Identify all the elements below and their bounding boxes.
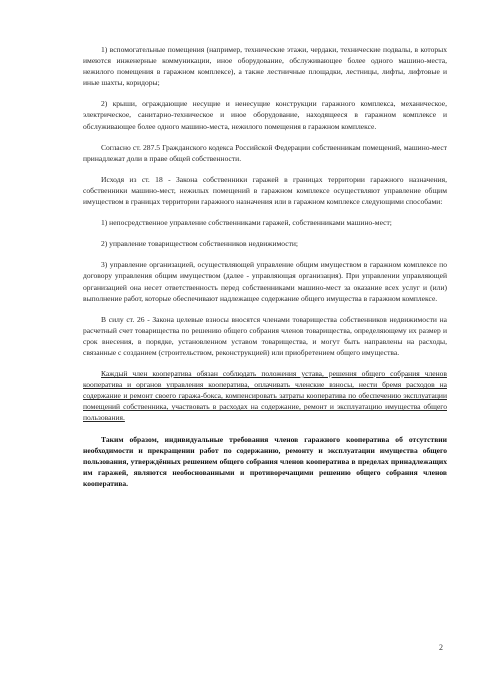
- paragraph-civil-code-287-5: Согласно ст. 287.5 Гражданского кодекса Российской Федерации собственникам помещений, машино-мест принадлежат доли в праве общей собственности.: [83, 142, 447, 163]
- paragraph-roofs-structures: 2) крыши, ограждающие несущие и ненесущие конструкции гаражного комплекса, механическое, электрическое, санитарно-техническое и иное оборудование, находящееся в гаражном комплексе и обслуживающее более одного машино-места, нежилого помещения в гаражном комплексе.: [83, 99, 447, 131]
- paragraph-member-obligations: Каждый член кооператива обязан соблюдать положения устава, решения общего собрания членов кооператива и органов управления кооператива, оплачивать членские взносы, нести бремя расходов на содержание и ремонт своего гаража-бокса, компенсировать затраты кооператива по обеспечению эксплуатации помещений собственника, участвовать в расходах на содержание, ремонт и эксплуатацию имущества общего пользования.: [83, 369, 447, 423]
- paragraph-article-26: В силу ст. 26 - Закона целевые взносы вносятся членами товарищества собственников недвижимости на расчетный счет товарищества по решению общего собрания членов товарищества, определяющему их размер и срок внесения, в порядке, установленном уставом товарищества, и могут быть направлены на расходы, связанные с созданием (строительством, реконструкцией) или приобретением общего имущества.: [83, 314, 447, 357]
- page-number: 2: [439, 642, 443, 652]
- paragraph-managing-organization: 3) управление организацией, осуществляющей управление общим имуществом в гаражном комплексе по договору управления общим имуществом (далее - управляющая организация). При управлении управляющей организацией она несет ответственность перед собственниками машино-мест за оказание всех услуг и (или) выполнение работ, которые обеспечивают надлежащее содержание общего имущества в гаражном комплексе.: [83, 260, 447, 303]
- paragraph-partnership-management: 2) управление товариществом собственников недвижимости;: [101, 239, 299, 249]
- paragraph-direct-management: 1) непосредственное управление собственниками гаражей, собственниками машино-мест;: [101, 218, 392, 228]
- paragraph-conclusion: Таким образом, индивидуальные требования членов гаражного кооператива об отсутствии необходимости и прекращении работ по содержанию, ремонту и эксплуатации имущества общего пользования, утверждённых решением общего собрания членов кооператива в пределах принадлежащих им гаражей, являются необоснованными и противоречащими решению общего собрания членов кооператива.: [83, 434, 447, 488]
- paragraph-auxiliary-premises: 1) вспомогательные помещения (например, технические этажи, чердаки, технические подвалы, в которых имеются инженерные коммуникации, иное оборудование, обслуживающее более одного машино-места, нежилого помещения в гаражном комплексе), а также лестничные площадки, лестницы, лифты, лифтовые и иные шахты, коридоры;: [83, 45, 447, 88]
- paragraph-article-18: Исходя из ст. 18 - Закона собственники гаражей в границах территории гаражного назначения, собственники машино-мест, нежилых помещений в гаражном комплексе осуществляют управление общим имуществом в границах территории гаражного назначения или в гаражном комплексе следующими способами:: [83, 174, 447, 207]
